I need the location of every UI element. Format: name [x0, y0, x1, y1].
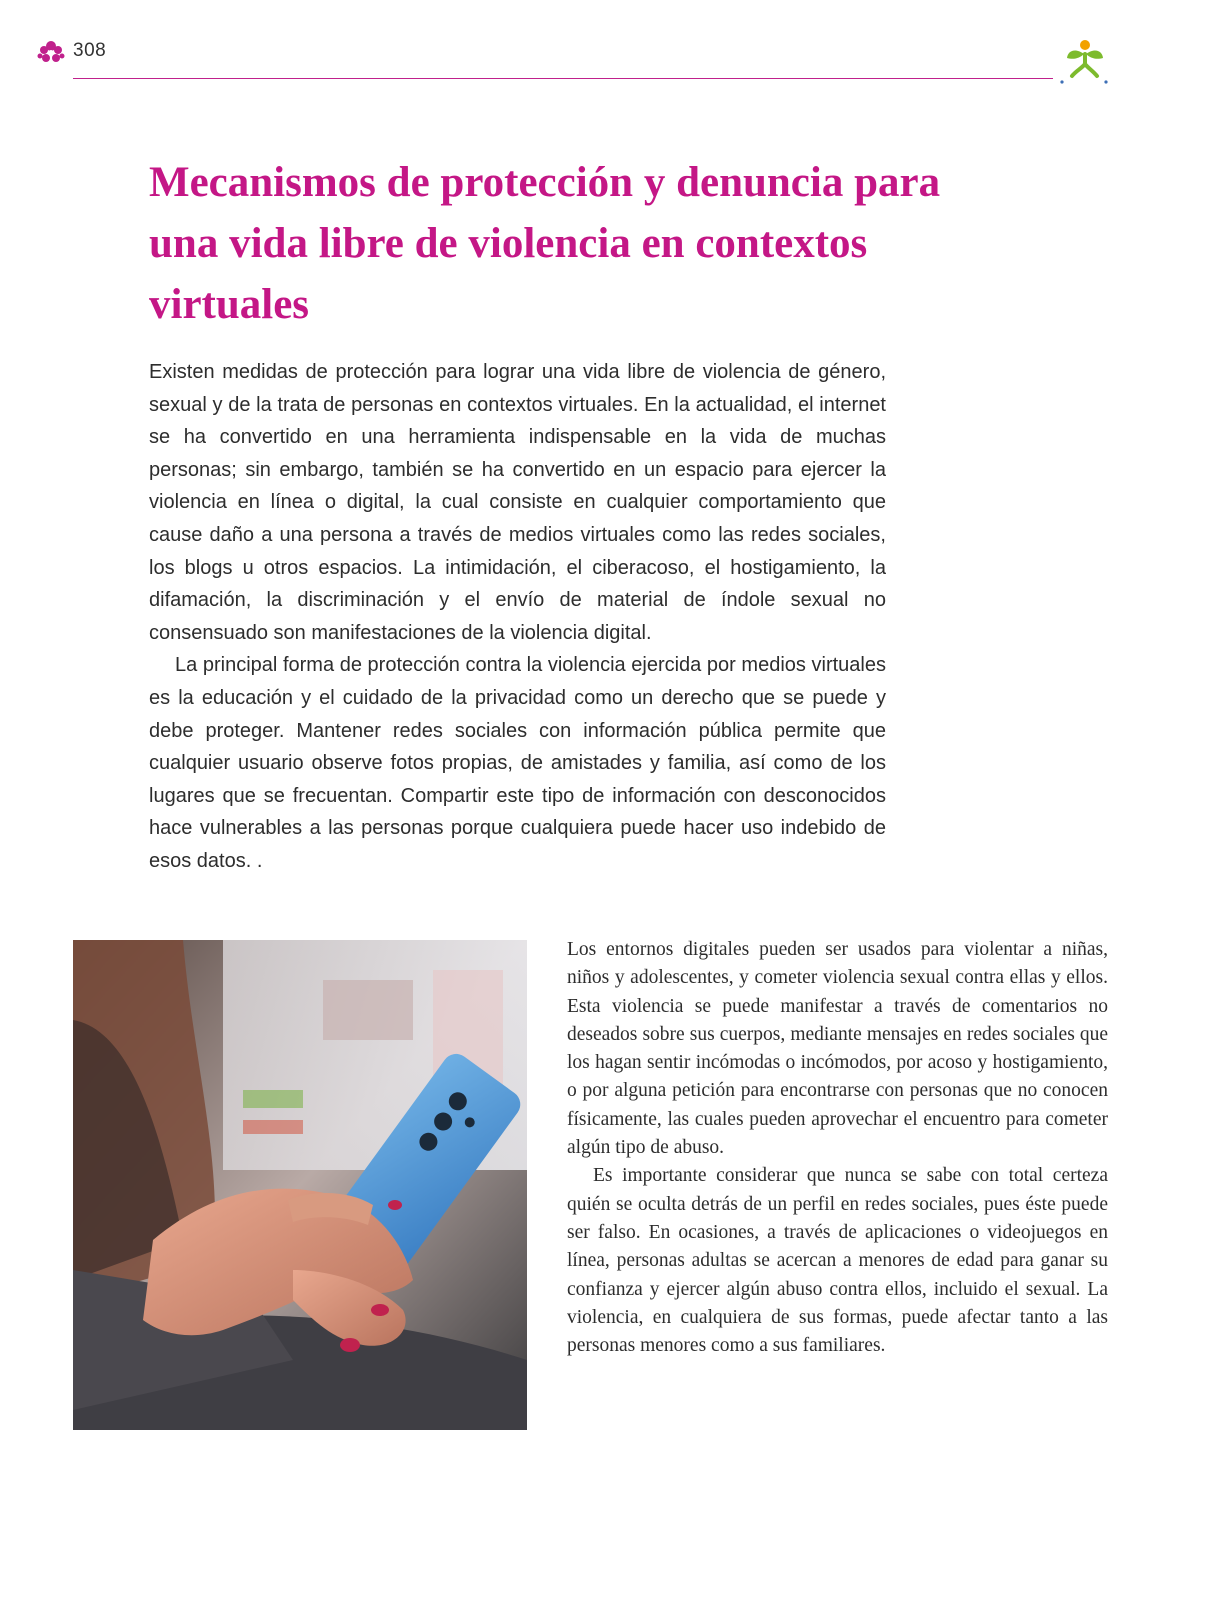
hands-holding-phone-photo: [73, 940, 527, 1430]
intro-paragraph: Existen medidas de protección para lograr una vida libre de violencia de género, sexual y de la trata de personas en contextos virtuales. En la actualidad, el internet se ha convertido en una herramienta indispensable en la vida de muchas personas; sin embargo, también se ha convertido en un espacio para ejercer la violencia en línea o digital, la cual consiste en cualquier comportamiento que cause daño a una persona a través de medios virtuales como las redes sociales, los blogs u otros espacios. La intimidación, el ciberacoso, el hostigamiento, la difamación, la discriminación y el envío de material de índole sexual no consensuado son manifestaciones de la violencia digital.: [149, 361, 886, 644]
side-paragraph: Es importante considerar que nunca se sabe con total certeza quién se oculta detrás de un perfil en redes sociales, pues éste puede ser falso. En ocasiones, a través de aplicaciones o videojuegos en línea, personas adultas se acercan a menores de edad para ganar su confianza y ejercer algún abuso contra ellos, incluido el sexual. La violencia, en cualquiera de sus formas, puede afectar tanto a las personas menores como a sus familiares.: [567, 1165, 1108, 1357]
sprout-logo-icon: [1058, 38, 1110, 86]
flower-ornament-icon: [36, 38, 66, 66]
page-number: 308: [73, 40, 107, 61]
page-title: Mecanismos de protección y denuncia para una vida libre de violencia en contextos virtuales: [149, 159, 941, 328]
intro-paragraph: La principal forma de protección contra la violencia ejercida por medios virtuales es la educación y el cuidado de la privacidad como un derecho que se puede y debe proteger. Mantener redes sociales con información pública permite que cualquier usuario observe fotos propias, de amistades y familia, así como de los lugares que se frecuentan. Compartir este tipo de información con desconocidos hace vulnerables a las personas porque cualquiera puede hacer uso indebido de esos datos. .: [149, 654, 886, 872]
side-text: [567, 936, 1108, 1360]
side-paragraph: Los entornos digitales pueden ser usados para violentar a niñas, niños y adolescentes, y cometer violencia sexual contra ellas y ellos. Esta violencia se puede manifestar a través de comentarios no deseados sobre sus cuerpos, mediante mensajes en redes sociales que los hagan sentir incómodas o incómodos, por acoso y hostigamiento, o por alguna petición para encontrarse con personas que no conocen físicamente, las cuales pueden aprovechar el encuentro para cometer algún tipo de abuso.: [567, 939, 1108, 1159]
header-rule: [73, 78, 1053, 79]
intro-text: [149, 356, 886, 878]
